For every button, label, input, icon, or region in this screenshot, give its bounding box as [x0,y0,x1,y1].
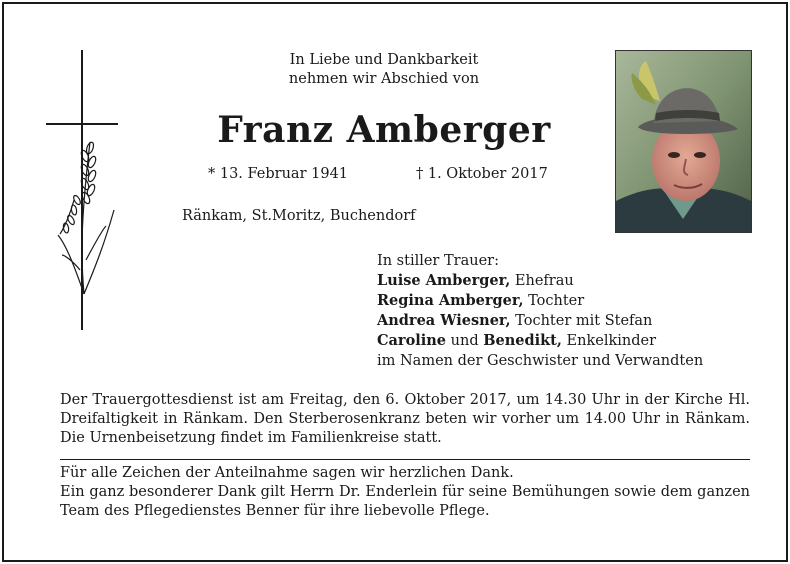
mourner-name: Caroline [377,332,447,349]
portrait-photo [615,50,752,233]
mourner-relation: Enkelkinder [561,333,657,349]
mourner-name: Andrea Wiesner, [377,312,511,329]
mourners-heading: In stiller Trauer: [377,253,499,269]
mourner-row [377,311,703,331]
service-paragraph: Der Trauergottesdienst ist am Freitag, den 6. Oktober 2017, um 14.30 Uhr in der Kirche Hl. Dreifaltigkeit in Ränkam. Den Sterberosenkranz beten wir vorher um 14.00 Uhr in Ränkam. Die Urnenbeisetzung findet im Familienkreise statt. [60,392,750,446]
death-date: † 1. Oktober 2017 [416,166,548,182]
mourner-relation: Tochter mit Stefan [510,313,653,329]
mourner-name: Luise Amberger, [377,272,511,289]
thanks-block [60,464,750,521]
mourner-row [377,271,703,291]
intro-line-2: nehmen wir Abschied von [288,71,480,87]
mourners-footer: im Namen der Geschwister und Verwandten [377,353,704,369]
thanks-line-1: Für alle Zeichen der Anteilnahme sagen wir herzlichen Dank. [60,465,514,481]
mourner-row [377,331,703,351]
divider [60,459,750,460]
obituary-card [2,2,788,562]
mourner-conjunction: und [446,333,484,349]
intro-line-1: In Liebe und Dankbarkeit [289,52,479,68]
birth-date: * 13. Februar 1941 [208,166,349,182]
mourner-row [377,291,703,311]
mourner-relation: Ehefrau [510,273,574,289]
mourner-name: Regina Amberger, [377,292,524,309]
deceased-name: Franz Amberger [217,109,551,151]
mourner-relation: Tochter [523,293,585,309]
cross-with-wheat-icon [44,50,124,334]
thanks-line-2: Ein ganz besonderer Dank gilt Herrn Dr. Enderlein für seine Bemühungen sowie dem ganzen Team des Pflegedienstes Benner für ihre liebevolle Pflege. [60,484,750,519]
mourner-name: Benedikt, [483,332,562,349]
place-names: Ränkam, St.Moritz, Buchendorf [182,208,416,224]
mourners-block [377,251,703,371]
